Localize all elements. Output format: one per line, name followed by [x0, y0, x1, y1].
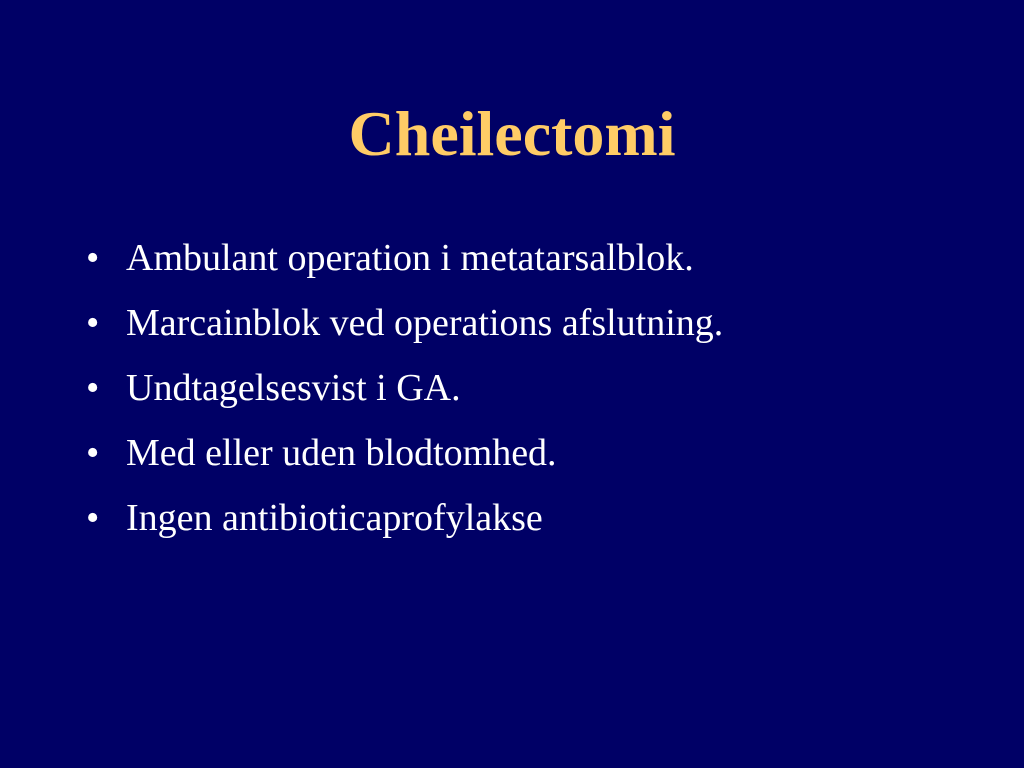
- bullet-icon: •: [86, 432, 100, 474]
- slide-title: Cheilectomi: [348, 98, 676, 169]
- bullet-text: Ingen antibioticaprofylakse: [126, 497, 543, 539]
- bullet-text: Undtagelsesvist i GA.: [126, 367, 461, 409]
- list-item: [86, 230, 986, 286]
- bullet-icon: •: [86, 302, 100, 344]
- bullet-text: Ambulant operation i metatarsalblok.: [126, 237, 694, 279]
- bullet-list: [86, 230, 986, 555]
- bullet-icon: •: [86, 367, 100, 409]
- bullet-text: Marcainblok ved operations afslutning.: [126, 302, 724, 344]
- list-item: [86, 425, 986, 481]
- bullet-text: Med eller uden blodtomhed.: [126, 432, 557, 474]
- list-item: [86, 360, 986, 416]
- bullet-icon: •: [86, 237, 100, 279]
- list-item: [86, 490, 986, 546]
- list-item: [86, 295, 986, 351]
- bullet-icon: •: [86, 497, 100, 539]
